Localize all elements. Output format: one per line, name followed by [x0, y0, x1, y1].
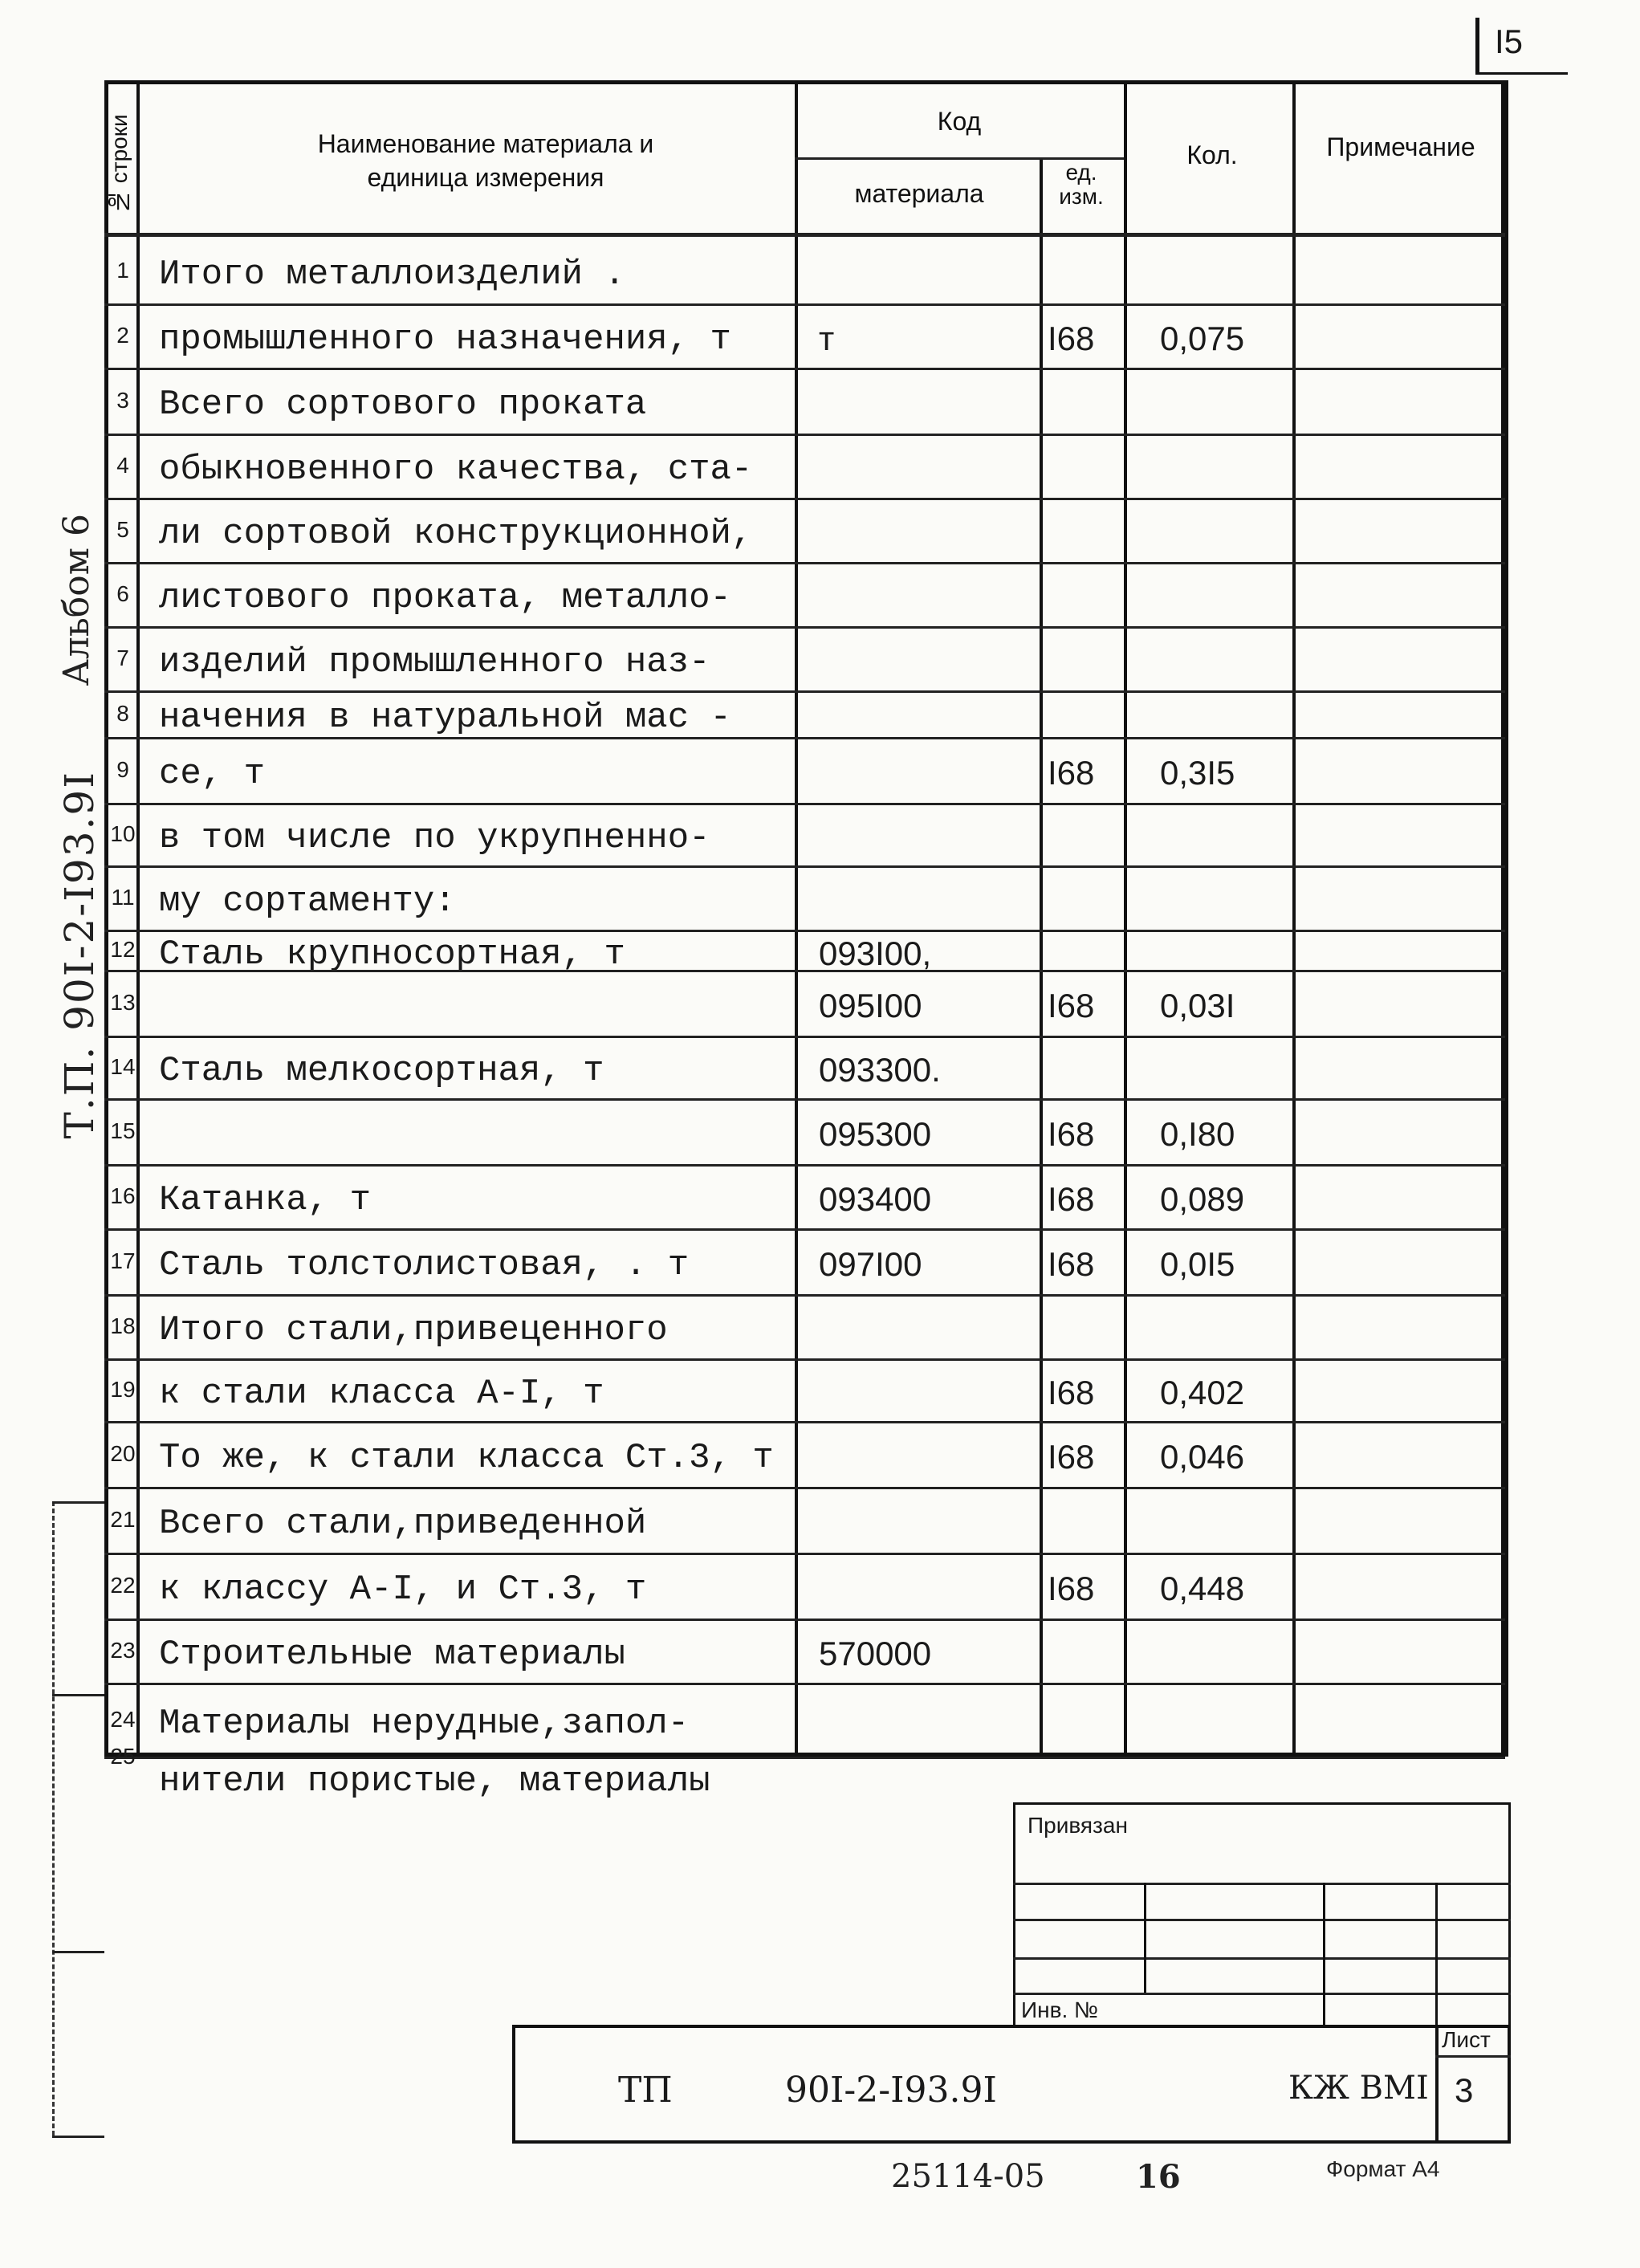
- row-number: 18: [110, 1313, 136, 1338]
- grid-line: [52, 1951, 104, 1953]
- title-tp: ТП: [618, 2070, 673, 2111]
- row-number: 21: [110, 1507, 136, 1532]
- row-material-name: То же, к стали класса Ст.3, т: [159, 1438, 774, 1478]
- header-code-unit: ед. изм.: [1059, 160, 1104, 209]
- grid-line: [104, 803, 1505, 805]
- row-number: 13: [110, 990, 136, 1015]
- grid-line: [104, 690, 1505, 693]
- row-material-name: Сталь мелкосортная, т: [159, 1051, 604, 1091]
- grid-line: [104, 303, 1505, 306]
- grid-line: [795, 80, 798, 1757]
- grid-line: [52, 1501, 104, 1504]
- grid-line: [104, 1098, 1505, 1101]
- row-material-name: се, т: [159, 754, 266, 794]
- row-material-name: Сталь крупносортная, т: [159, 934, 625, 975]
- row-number: 12: [110, 937, 136, 962]
- header-row-number: № строки: [107, 114, 132, 215]
- grid-line: [104, 1487, 1505, 1489]
- row-number: 4: [116, 453, 129, 478]
- grid-line: [104, 562, 1505, 564]
- row-unit-code: I68: [1048, 1245, 1095, 1283]
- row-unit-code: I68: [1048, 987, 1095, 1024]
- row-material-name: Итого металлоизделий .: [159, 254, 625, 295]
- grid-line: [1144, 1883, 1146, 1993]
- row-quantity: 0,402: [1160, 1374, 1245, 1411]
- header-material-name: Наименование материала и единица измерения: [317, 129, 654, 192]
- grid-line: [104, 498, 1505, 500]
- grid-line: [52, 2136, 104, 2138]
- row-unit-code: I68: [1048, 1570, 1095, 1607]
- row-number: 8: [116, 701, 129, 726]
- row-material-name: в том числе по укрупненно-: [159, 818, 710, 858]
- row-quantity: 0,03I: [1160, 987, 1235, 1024]
- grid-line: [1435, 2055, 1511, 2058]
- row-material-name: Материалы нерудные,запол-: [159, 1704, 690, 1744]
- row-material-code: т: [819, 320, 835, 357]
- footer-order-number: 25114-05: [891, 2158, 1045, 2195]
- row-quantity: 0,I80: [1160, 1115, 1235, 1153]
- row-unit-code: I68: [1048, 1438, 1095, 1476]
- row-material-name: Всего стали,приведенной: [159, 1504, 647, 1544]
- row-material-name: начения в натуральной мас -: [159, 698, 731, 738]
- row-material-code: 095I00: [819, 987, 922, 1024]
- row-number: 3: [116, 388, 129, 413]
- row-material-name: к стали класса А-I, т: [159, 1374, 604, 1414]
- grid-line: [52, 1694, 104, 1696]
- grid-line: [104, 1164, 1505, 1167]
- row-number: 25: [110, 1744, 136, 1769]
- grid-line: [104, 434, 1505, 436]
- row-number: 16: [110, 1183, 136, 1208]
- row-material-name: нители пористые, материалы: [159, 1761, 710, 1802]
- row-number: 24: [110, 1707, 136, 1732]
- grid-line: [104, 368, 1505, 370]
- row-number: 1: [116, 257, 129, 283]
- grid-line: [104, 1757, 1505, 1759]
- row-number: 14: [110, 1054, 136, 1079]
- row-number: 15: [110, 1118, 136, 1143]
- title-document-mark: КЖ ВМI: [1288, 2070, 1429, 2107]
- row-number: 19: [110, 1377, 136, 1402]
- grid-line: [1040, 159, 1043, 1757]
- header-note: Примечание: [1326, 132, 1475, 161]
- row-quantity: 0,448: [1160, 1570, 1245, 1607]
- row-quantity: 0,0I5: [1160, 1245, 1235, 1283]
- row-number: 23: [110, 1638, 136, 1663]
- row-material-name: обыкновенного качества, ста-: [159, 450, 753, 490]
- grid-line: [795, 157, 1124, 160]
- row-number: 2: [116, 323, 129, 348]
- grid-line: [104, 865, 1505, 868]
- header-code: Код: [937, 107, 982, 136]
- sheet-label: Лист: [1442, 2027, 1491, 2052]
- row-material-name: изделий промышленного наз-: [159, 642, 710, 682]
- row-material-name: к классу А-I, и Ст.3, т: [159, 1570, 647, 1610]
- row-material-name: промышленного назначения, т: [159, 320, 731, 360]
- row-material-name: ли сортовой конструкционной,: [159, 514, 753, 554]
- grid-line: [104, 1036, 1505, 1038]
- title-project-code: 90I-2-I93.9I: [785, 2070, 997, 2111]
- header-code-material: материала: [854, 179, 984, 208]
- grid-line: [104, 970, 1505, 972]
- row-number: 7: [116, 645, 129, 670]
- row-number: 10: [110, 821, 136, 846]
- header-quantity: Кол.: [1186, 140, 1238, 169]
- row-number: 17: [110, 1248, 136, 1273]
- row-quantity: 0,3I5: [1160, 754, 1235, 792]
- row-material-code: 097I00: [819, 1245, 922, 1283]
- row-material-code: 093400: [819, 1180, 932, 1218]
- row-unit-code: I68: [1048, 754, 1095, 792]
- row-quantity: 0,089: [1160, 1180, 1245, 1218]
- row-unit-code: I68: [1048, 1115, 1095, 1153]
- row-material-name: листового проката, металло-: [159, 578, 731, 618]
- row-material-name: Сталь толстолистовая, . т: [159, 1245, 690, 1285]
- grid-line: [104, 1358, 1505, 1361]
- row-unit-code: I68: [1048, 1374, 1095, 1411]
- side-project-code: Т.П. 90I-2-I93.9I: [56, 771, 103, 1139]
- grid-line: [104, 1553, 1505, 1555]
- row-number: 11: [111, 885, 135, 910]
- grid-line: [104, 626, 1505, 629]
- footer-page-number: 16: [1136, 2158, 1181, 2196]
- grid-line: [1435, 1883, 1438, 2025]
- row-material-code: 095300: [819, 1115, 932, 1153]
- stamp-privyazan-label: Привязан: [1028, 1813, 1128, 1838]
- row-material-name: Итого стали,привеценного: [159, 1310, 668, 1350]
- row-material-name: Всего сортового проката: [159, 385, 647, 425]
- grid-line: [1124, 80, 1127, 1757]
- grid-line: [104, 1683, 1505, 1685]
- margin-dashed-line: [52, 1501, 55, 2136]
- grid-line: [104, 737, 1505, 739]
- grid-line: [104, 930, 1505, 932]
- grid-line: [1505, 80, 1508, 1757]
- row-number: 20: [110, 1441, 136, 1466]
- grid-line: [104, 1228, 1505, 1231]
- row-material-name: Катанка, т: [159, 1180, 372, 1220]
- row-material-code: 570000: [819, 1635, 932, 1672]
- grid-line: [104, 233, 1505, 237]
- row-unit-code: I68: [1048, 320, 1095, 357]
- row-material-name: Строительные материалы: [159, 1635, 625, 1675]
- stamp-inv-no-label: Инв. №: [1021, 1997, 1099, 2022]
- row-number: 9: [116, 757, 129, 782]
- row-number: 5: [116, 517, 129, 542]
- row-quantity: 0,046: [1160, 1438, 1245, 1476]
- row-unit-code: I68: [1048, 1180, 1095, 1218]
- row-quantity: 0,075: [1160, 320, 1245, 357]
- row-number: 6: [116, 581, 129, 606]
- grid-line: [104, 1619, 1505, 1621]
- grid-line: [1323, 1883, 1325, 2025]
- grid-line: [1292, 80, 1296, 1757]
- grid-line: [104, 1294, 1505, 1297]
- row-material-name: му сортаменту:: [159, 882, 456, 922]
- row-material-code: 093I00,: [819, 934, 932, 972]
- row-number: 22: [110, 1573, 136, 1598]
- side-album-label: Альбом 6: [56, 514, 97, 686]
- sheet-number: 3: [1455, 2071, 1474, 2109]
- grid-line: [104, 1421, 1505, 1423]
- row-material-code: 093300.: [819, 1051, 941, 1089]
- page-number: I5: [1495, 22, 1524, 60]
- footer-format: Формат А4: [1326, 2156, 1440, 2181]
